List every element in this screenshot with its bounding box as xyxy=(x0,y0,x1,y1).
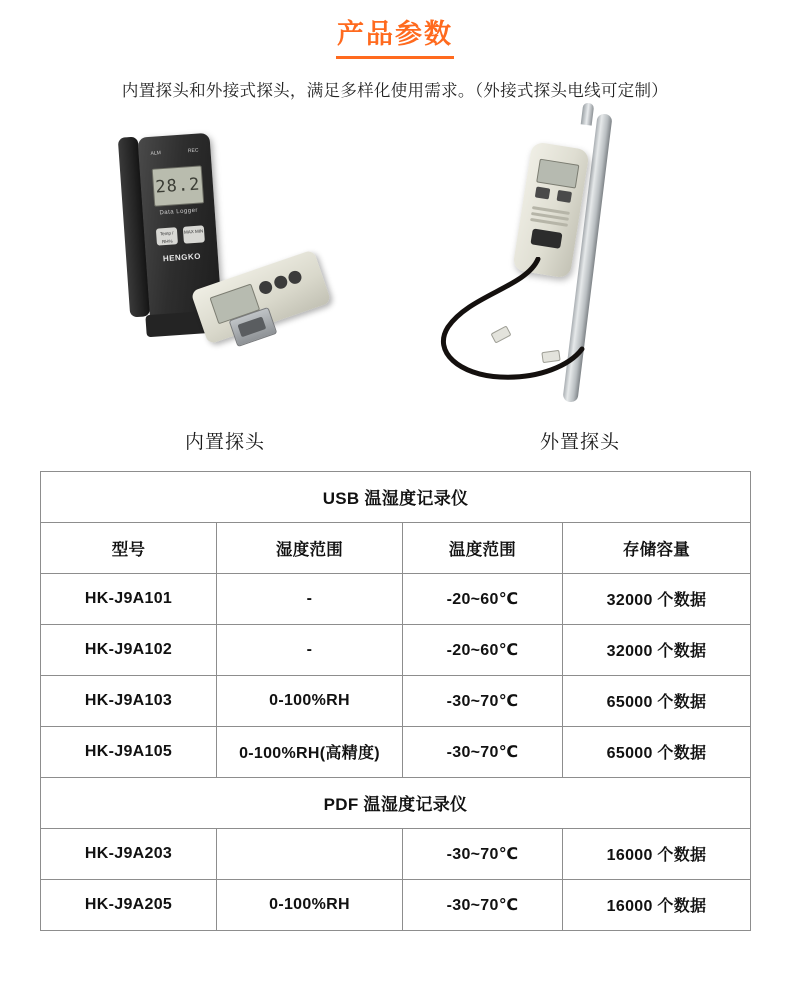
usb-logger-button-2 xyxy=(272,274,289,291)
lcd-value: 28.2 xyxy=(154,174,202,198)
image-captions xyxy=(0,427,790,463)
device-brand: HENGKO xyxy=(162,251,202,264)
table-row xyxy=(41,879,751,930)
table-row xyxy=(41,624,751,675)
cell-storage: 32000 个数据 xyxy=(563,573,751,624)
header-storage-capacity: 存储容量 xyxy=(563,522,751,573)
page-subtitle: 内置探头和外接式探头，满足多样化使用需求。（外接式探头电线可定制） xyxy=(121,81,669,100)
cell-model: HK-J9A103 xyxy=(41,675,217,726)
external-logger-port xyxy=(530,228,562,248)
cell-humidity: 0-100%RH(高精度) xyxy=(217,726,403,777)
section-title-usb: USB 温湿度记录仪 xyxy=(41,471,751,522)
header-model: 型号 xyxy=(41,522,217,573)
cell-model: HK-J9A105 xyxy=(41,726,217,777)
device-leds xyxy=(150,147,198,156)
table-row xyxy=(41,573,751,624)
usb-connector-inner xyxy=(237,316,266,337)
table-row xyxy=(41,828,751,879)
product-images xyxy=(0,107,790,427)
page-header xyxy=(0,0,790,59)
cell-storage: 65000 个数据 xyxy=(563,726,751,777)
usb-logger-buttons xyxy=(257,269,303,296)
caption-internal-probe: 内置探头 xyxy=(185,431,266,453)
section-title-pdf: PDF 温湿度记录仪 xyxy=(41,777,751,828)
led-alm-label: ALM xyxy=(150,149,162,157)
usb-logger-button-3 xyxy=(287,269,304,286)
cell-storage: 16000 个数据 xyxy=(563,879,751,930)
cell-model: HK-J9A203 xyxy=(41,828,217,879)
cell-humidity: - xyxy=(217,624,403,675)
page-title: 产品参数 xyxy=(337,19,453,49)
table-section-row xyxy=(41,777,751,828)
device-model-label: Data Logger xyxy=(159,207,199,217)
cell-humidity: 0-100%RH xyxy=(217,879,403,930)
cell-temperature: -20~60℃ xyxy=(403,573,563,624)
cell-temperature: -30~70℃ xyxy=(403,726,563,777)
external-logger-buttons xyxy=(535,186,572,202)
cell-temperature: -20~60℃ xyxy=(403,624,563,675)
external-logger-button-2 xyxy=(557,190,573,203)
max-min-button: MAX MIN xyxy=(183,225,205,243)
internal-probe-device-image xyxy=(120,117,340,367)
spec-table-container xyxy=(40,471,750,931)
cell-storage: 16000 个数据 xyxy=(563,828,751,879)
cell-temperature: -30~70℃ xyxy=(403,828,563,879)
cell-model: HK-J9A101 xyxy=(41,573,217,624)
cell-humidity: 0-100%RH xyxy=(217,675,403,726)
header-temperature-range: 温度范围 xyxy=(403,522,563,573)
table-section-row xyxy=(41,471,751,522)
external-logger-vents xyxy=(530,206,570,230)
usb-logger-button-1 xyxy=(257,279,274,296)
external-probe-device-image xyxy=(430,107,690,407)
cell-humidity: - xyxy=(217,573,403,624)
led-rec-label: REC xyxy=(187,147,199,154)
device-lcd-screen xyxy=(152,165,205,206)
cell-model: HK-J9A102 xyxy=(41,624,217,675)
external-logger-button-1 xyxy=(535,186,551,199)
external-logger-screen xyxy=(536,158,579,188)
spec-table xyxy=(40,471,751,931)
probe-cable xyxy=(430,257,630,397)
temp-rh-button: Temp / RH% xyxy=(156,227,178,245)
cell-storage: 65000 个数据 xyxy=(563,675,751,726)
cell-model: HK-J9A205 xyxy=(41,879,217,930)
cell-temperature: -30~70℃ xyxy=(403,675,563,726)
cell-storage: 32000 个数据 xyxy=(563,624,751,675)
cable-clip-2 xyxy=(541,350,560,363)
header-humidity-range: 湿度范围 xyxy=(217,522,403,573)
cell-humidity xyxy=(217,828,403,879)
caption-external-probe: 外置探头 xyxy=(540,431,621,453)
table-row xyxy=(41,675,751,726)
table-row xyxy=(41,726,751,777)
cell-temperature: -30~70℃ xyxy=(403,879,563,930)
title-underline xyxy=(336,56,454,59)
device-buttons xyxy=(156,225,205,245)
table-header-row xyxy=(41,522,751,573)
probe-tip xyxy=(581,102,595,125)
